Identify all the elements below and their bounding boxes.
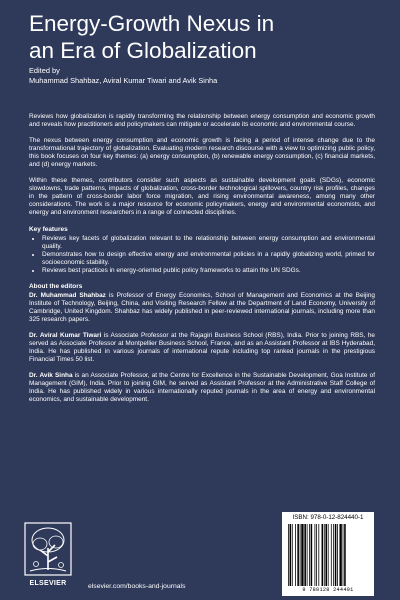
- editor-bio-text: is Professor of Energy Economics, School of Management and Economics at the Beijing Institute of Technology, Beijing, China, and Visiting Research Fellow at the Department of Land Economy, University of Cambridge, United Kingdom. Shahbaz has widely published in peer-reviewed international journals, including more than 325 research papers.: [29, 291, 375, 323]
- editor-name: Dr. Muhammad Shahbaz: [29, 291, 106, 299]
- publisher-url: elsevier.com/books-and-journals: [88, 583, 186, 590]
- key-feature-item: • Reviews key facets of globalization relevant to the relationship between energy consumption and environmental quality.: [42, 235, 375, 251]
- editor-bio: [29, 332, 375, 364]
- nexus-paragraph: The nexus between energy consumption and economic growth is facing a period of intense change due to the transformational trajectory of globalization. Evaluating modern research discourse with a view to optimizing public policy, this book focuses on four key themes: (a) energy consumption, (b) renewable energy consumption, (c) financial markets, and (d) energy markets.: [29, 137, 375, 169]
- cover-footer: [0, 510, 400, 600]
- description-body: [29, 113, 375, 412]
- intro-paragraph: Reviews how globalization is rapidly transforming the relationship between energy consumption and economic growth and reveals how practitioners and policymakers can mitigate or accelerate its economic and environmental course.: [29, 113, 375, 129]
- key-features-list: [29, 235, 375, 275]
- editor-bio: [29, 372, 375, 404]
- book-title: [29, 10, 379, 64]
- editor-name: Dr. Aviral Kumar Tiwari: [29, 332, 102, 340]
- key-feature-item: • Demonstrates how to design effective energy and environmental policies in a rapidly globalizing world, primed for socioeconomic stability.: [42, 251, 375, 267]
- elsevier-tree-logo-icon: [24, 522, 72, 576]
- isbn-barcode-icon: [288, 524, 368, 586]
- key-features-heading: Key features: [29, 225, 68, 233]
- title-line-1: Energy-Growth Nexus in: [29, 11, 275, 36]
- editor-bio: [29, 292, 375, 324]
- barcode-block: [282, 512, 374, 596]
- title-line-2: an Era of Globalization: [29, 38, 257, 63]
- editor-bio-text: is Associate Professor at the Rajagiri Business School (RBS), India. Prior to joining RBS, he served as Associate Professor at Montpellier Business School, France, and as an Assistant Professor at IBS Hyderabad, India. He has published in various journals of international repute including top ranked journals in the prestigious Financial Times 50 list.: [29, 332, 375, 364]
- editor-bio-text: is an Associate Professor, at the Centre for Excellence in the Sustainable Development, Goa Institute of Management (GIM), India. Prior to joining GIM, he served as Assistant Professor at the Administrative Staff College of India. He has published widely in various internationally reputed journals in the area of energy and environmental economics, and sustainable development.: [29, 372, 375, 404]
- editors-names: Muhammad Shahbaz, Aviral Kumar Tiwari and Avik Sinha: [29, 75, 218, 85]
- editors-block: [29, 66, 217, 85]
- themes-paragraph: Within these themes, contributors consider such aspects as sustainable development goals (SDGs), economic slowdowns, trade patterns, impacts of globalization, cross-border technological spillovers, country risk profiles, changes in the pattern of cross-border labor force migration, and rising environmental awareness, among many other considerations. The work is a major resource for economic policymakers, energy and environmental economists, and energy and environment researchers in a range of connected disciplines.: [29, 177, 375, 217]
- edited-by-label: Edited by: [29, 66, 60, 75]
- isbn-label: ISBN: 978-0-12-824440-1: [292, 514, 364, 521]
- publisher-wordmark: ELSEVIER: [29, 580, 67, 587]
- barcode-digits: 9 780128 244401: [302, 587, 354, 593]
- about-editors-heading: About the editors: [29, 282, 83, 290]
- key-feature-item: • Reviews best practices in energy-oriented public policy frameworks to attain the UN SDGs.: [42, 267, 375, 275]
- editor-name: Dr. Avik Sinha: [29, 372, 73, 380]
